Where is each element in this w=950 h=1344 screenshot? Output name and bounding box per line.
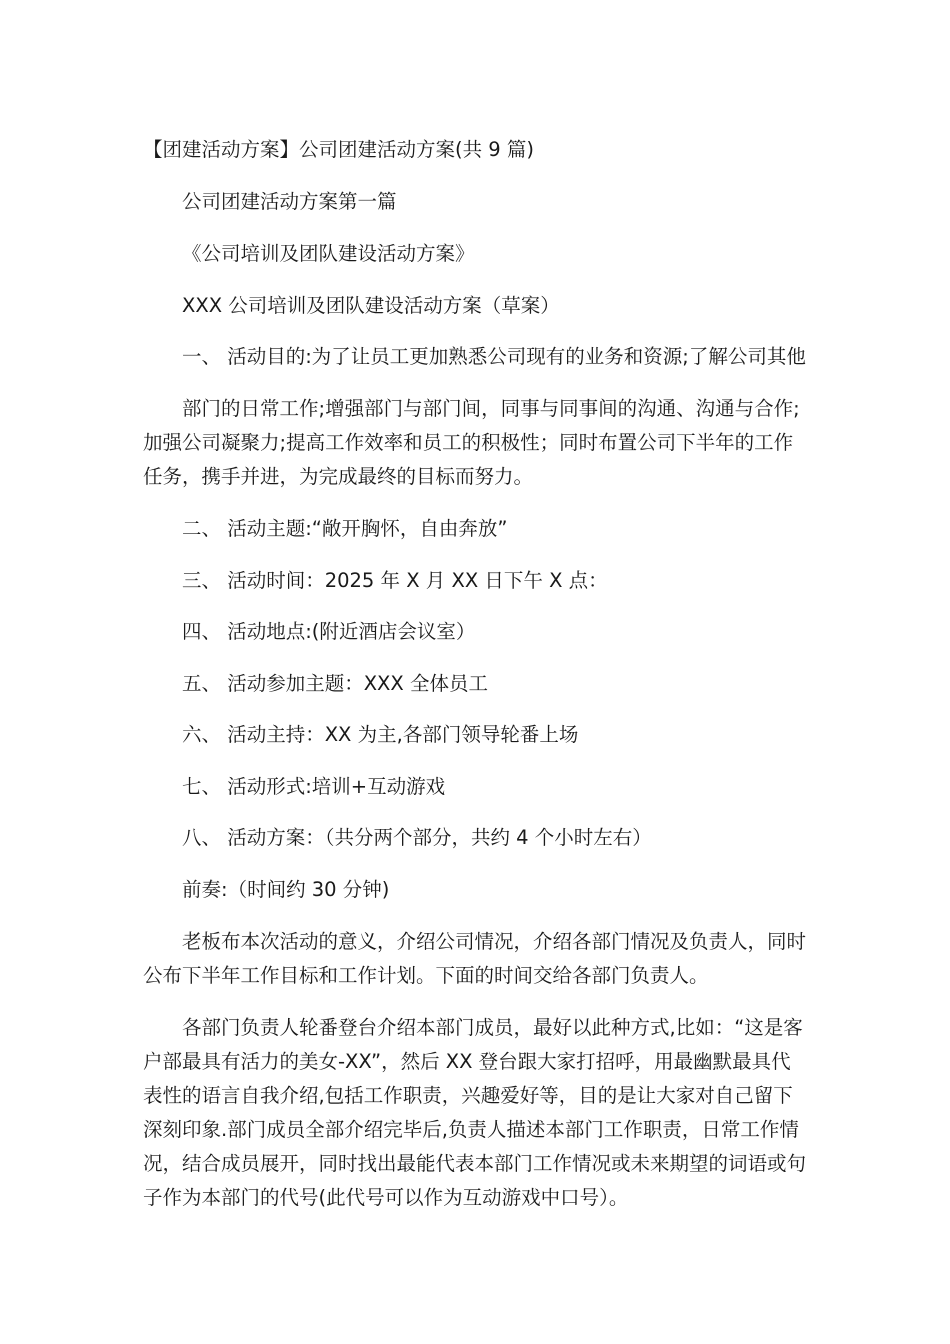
doc-title: XXX 公司培训及团队建设活动方案（草案） <box>182 294 560 317</box>
item-format: 七、 活动形式:培训+互动游戏 <box>182 775 446 798</box>
prelude-heading: 前奏:（时间约 30 分钟) <box>182 878 390 901</box>
item-time: 三、 活动时间：2025 年 X 月 XX 日下午 X 点： <box>182 569 608 592</box>
item-location: 四、 活动地点:(附近酒店会议室） <box>182 620 476 643</box>
item-plan: 八、 活动方案：（共分两个部分，共约 4 个小时左右） <box>182 826 652 849</box>
item-host: 六、 活动主持：XX 为主,各部门领导轮番上场 <box>182 723 579 746</box>
paragraph-boss: 老板布本次活动的意义，介绍公司情况，介绍各部门情况及负责人，同时公布下半年工作目标和工作计划。下面的时间交给各部门负责人。 <box>143 930 807 987</box>
item-purpose: 一、 活动目的:为了让员工更加熟悉公司现有的业务和资源;了解公司其他 <box>182 345 806 368</box>
item-participants: 五、 活动参加主题：XXX 全体员工 <box>182 672 488 695</box>
document-title: 【团建活动方案】公司团建活动方案(共 9 篇) <box>143 138 535 161</box>
paragraph-departments: 各部门负责人轮番登台介绍本部门成员，最好以此种方式,比如：“这是客户部最具有活力的美女-XX”，然后 XX 登台跟大家打招呼，用最幽默最具代表性的语言自我介绍,包括工作职责，兴趣爱好等，目的是让大家对自己留下深刻印象.部门成员全部介绍完毕后,负责人描述本部门工作职责，日常工作情况，结合成员展开，同时找出最能代表本部门工作情况或未来期望的词语或句子作为本部门的代号(此代号可以作为互动游戏中口号）。 <box>143 1016 807 1209</box>
item-purpose-continued: 部门的日常工作;增强部门与部门间，同事与同事间的沟通、沟通与合作;加强公司凝聚力;提高工作效率和员工的积极性；同时布置公司下半年的工作任务，携手并进，为完成最终的目标而努力。 <box>143 397 800 488</box>
item-theme: 二、 活动主题:“敞开胸怀，自由奔放” <box>182 517 508 540</box>
book-title: 《公司培训及团队建设活动方案》 <box>182 242 475 265</box>
chapter-heading: 公司团建活动方案第一篇 <box>182 190 397 213</box>
